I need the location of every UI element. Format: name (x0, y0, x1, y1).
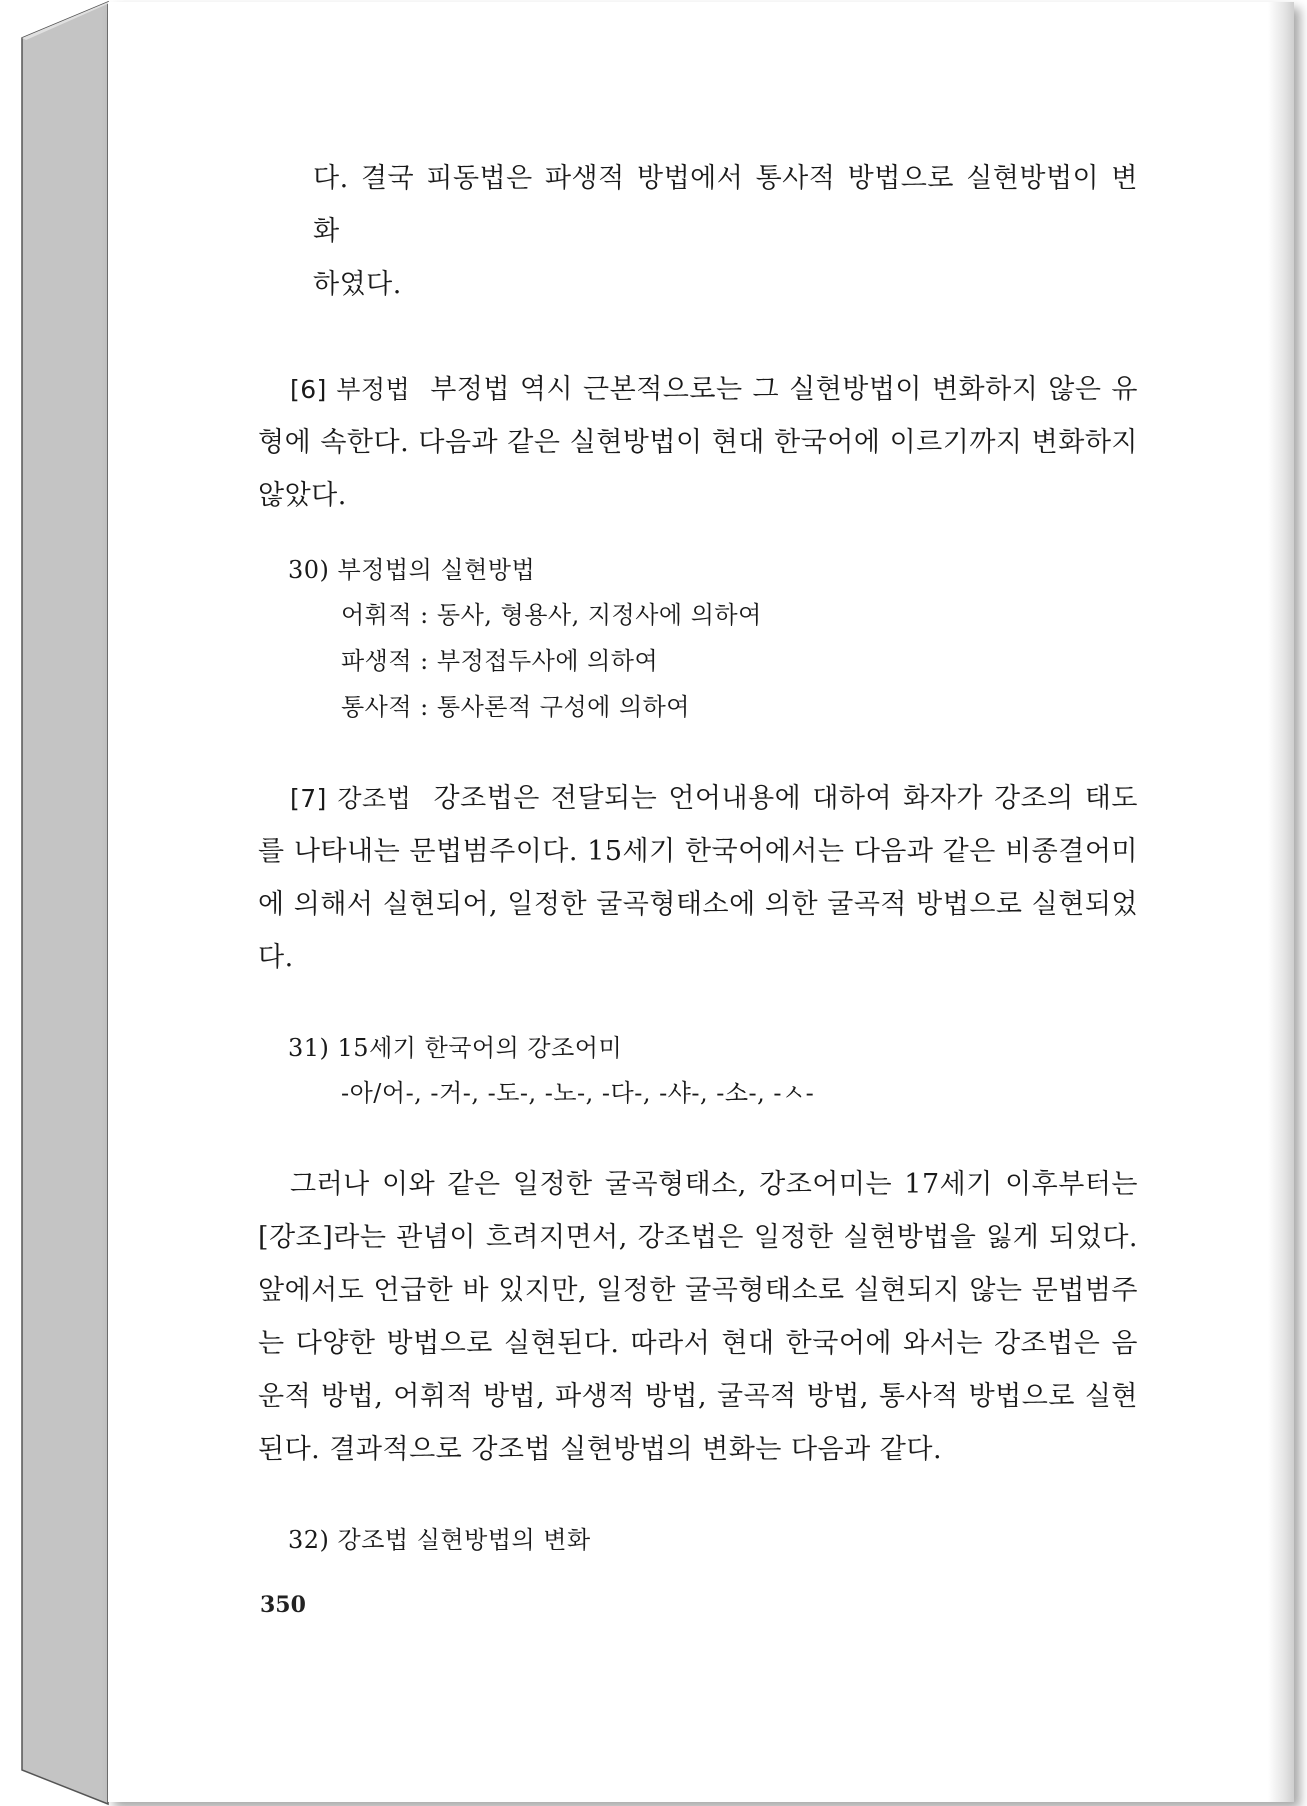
example-31-line: -아/어-, -거-, -도-, -노-, -다-, -샤-, -소-, -ㅅ- (341, 1079, 815, 1107)
page-edge (1268, 2, 1294, 1802)
section-7-text: 강조법은 전달되는 언어내용에 대하여 화자가 강조의 태도를 나타내는 문법범주이다. 15세기 한국어에서는 다음과 같은 비종결어미에 의해서 실현되어, 일정한 굴곡형태소에 의한 굴곡적 방법으로 실현되었다. (258, 783, 1139, 973)
example-30-line: 어휘적 : 동사, 형용사, 지정사에 의하여 (341, 601, 762, 629)
example-32 (258, 1518, 1138, 1562)
page-body (258, 152, 1138, 1562)
continuation-paragraph (258, 152, 1138, 311)
section-7-paragraph (258, 772, 1138, 984)
section-6-text: 부정법 역시 근본적으로는 그 실현방법이 변화하지 않은 유형에 속한다. 다음과 같은 실현방법이 현대 한국어에 이르기까지 변화하지 않았다. (258, 374, 1139, 511)
page-number: 350 (260, 1592, 306, 1618)
section-6-heading: [6] 부정법 (290, 375, 411, 404)
text-line: 하였다. (313, 269, 402, 300)
example-31 (258, 1026, 1138, 1116)
example-31-title: 31) 15세기 한국어의 강조어미 (288, 1034, 623, 1062)
section-6-paragraph (258, 363, 1138, 522)
paragraph-after-31: 그러나 이와 같은 일정한 굴곡형태소, 강조어미는 17세기 이후부터는 [강조]라는 관념이 흐려지면서, 강조법은 일정한 실현방법을 잃게 되었다. 앞에서도 언급한 바 있지만, 일정한 굴곡형태소로 실현되지 않는 문법범주는 다양한 방법으로 실현된다. 따라서 현대 한국어에 와서는 강조법은 음운적 방법, 어휘적 방법, 파생적 방법, 굴곡적 방법, 통사적 방법으로 실현된다. 결과적으로 강조법 실현방법의 변화는 다음과 같다. (258, 1169, 1138, 1465)
example-32-title: 32) 강조법 실현방법의 변화 (288, 1526, 591, 1554)
example-30-line: 통사적 : 통사론적 구성에 의하여 (341, 693, 690, 721)
example-30-title: 30) 부정법의 실현방법 (288, 556, 536, 584)
book-page (108, 2, 1294, 1802)
section-7-heading: [7] 강조법 (290, 784, 412, 813)
example-30 (258, 548, 1138, 730)
text-line: 다. 결국 피동법은 파생적 방법에서 통사적 방법으로 실현방법이 변화 (313, 163, 1138, 247)
example-30-line: 파생적 : 부정접두사에 의하여 (341, 647, 659, 675)
